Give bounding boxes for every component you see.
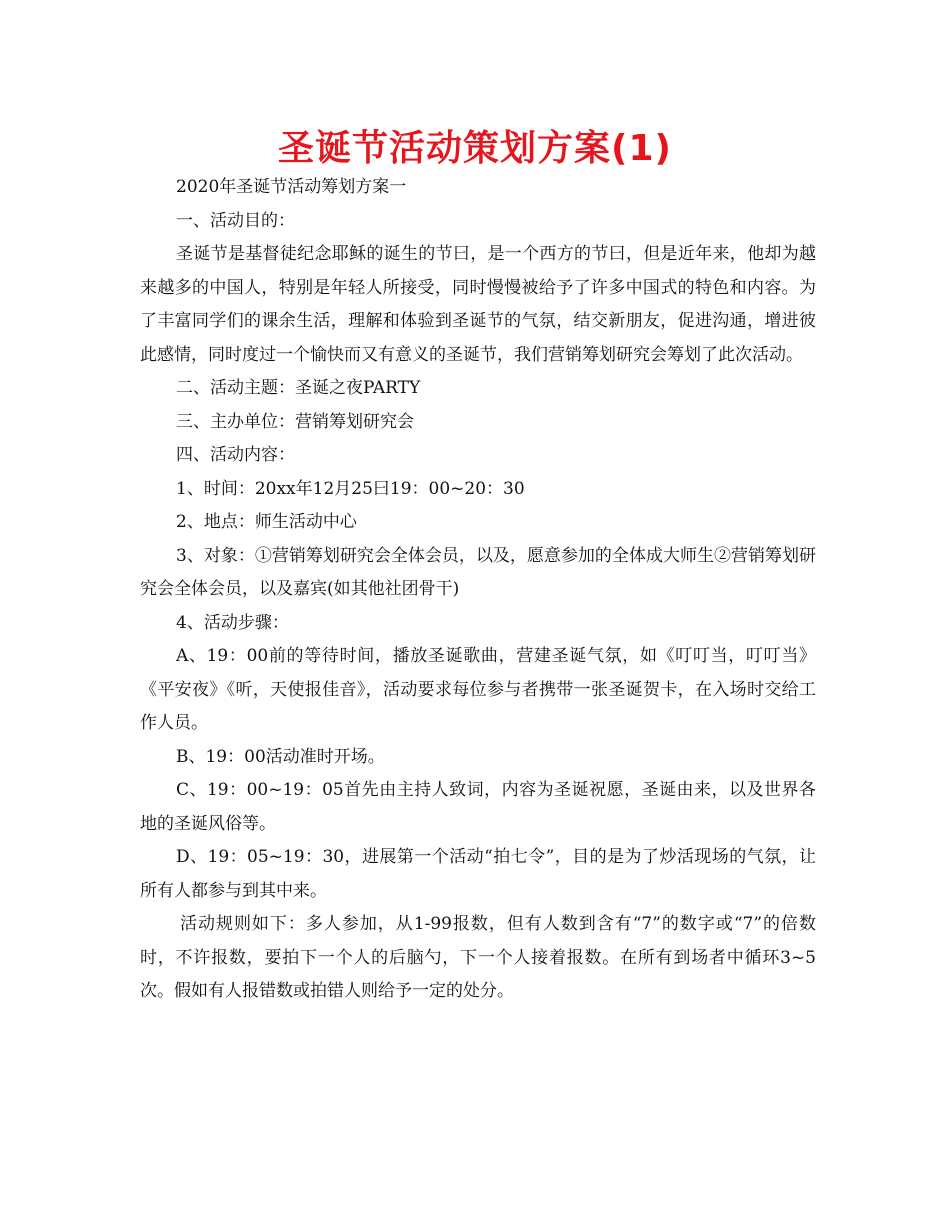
paragraph-audience: 3、对象：①营销筹划研究会全体会员，以及，愿意参加的全体成大师生②营销筹划研究会全体会员，以及嘉宾(如其他社团骨干)	[140, 545, 816, 599]
paragraph-step-a: A、19：00前的等待时间，播放圣诞歌曲，营建圣诞气氛，如《叮叮当，叮叮当》《平安夜》《听，天使报佳音》，活动要求每位参与者携带一张圣诞贺卡，在入场时交给工作人员。	[140, 646, 816, 733]
paragraph-theme: 二、活动主题：圣诞之夜PARTY	[176, 378, 421, 398]
paragraph-organizer: 三、主办单位：营销筹划研究会	[176, 411, 414, 432]
paragraph-purpose-text: 圣诞节是基督徒纪念耶稣的诞生的节曰，是一个西方的节曰，但是近年来，他却为越来越多的中国人，特别是年轻人所接受，同时慢慢被给予了许多中国式的特色和内容。为了丰富同学们的课余生活，理解和体验到圣诞节的气氛，结交新朋友，促进沟通，增进彼此感情，同时度过一个愉快而又有意义的圣诞节，我们营销筹划研究会筹划了此次活动。	[140, 244, 816, 365]
paragraph-steps-heading: 4、活动步骤：	[176, 612, 289, 633]
paragraph-step-b: B、19：00活动准时开场。	[176, 746, 385, 767]
paragraph-section-purpose: 一、活动目的：	[176, 210, 295, 231]
paragraph-section-content: 四、活动内容：	[176, 445, 295, 465]
paragraph-rules: 活动规则如下：多人参加，从1-99报数，但有人数到含有“7”的数字或“7”的倍数时，不许报数，要拍下一个人的后脑勺，下一个人接着报数。在所有到场者中循环3~5次。假如有人报错数或拍错人则给予一定的处分。	[140, 914, 816, 1001]
paragraph-subtitle: 2020年圣诞节活动筹划方案一	[176, 177, 407, 197]
paragraph-step-c: C、19：00~19：05首先由主持人致词，内容为圣诞祝愿，圣诞由来，以及世界各地的圣诞风俗等。	[140, 780, 816, 834]
paragraph-location: 2、地点：师生活动中心	[176, 512, 357, 532]
paragraph-step-d: D、19：05~19：30，进展第一个活动“拍七令”，目的是为了炒活现场的气氛，让所有人都参与到其中来。	[140, 847, 816, 901]
paragraph-time: 1、时间：20xx年12月25曰19：00~20：30	[176, 478, 525, 499]
document-title: 圣诞节活动策划方案(1)	[278, 128, 672, 169]
document-body	[140, 171, 816, 1009]
